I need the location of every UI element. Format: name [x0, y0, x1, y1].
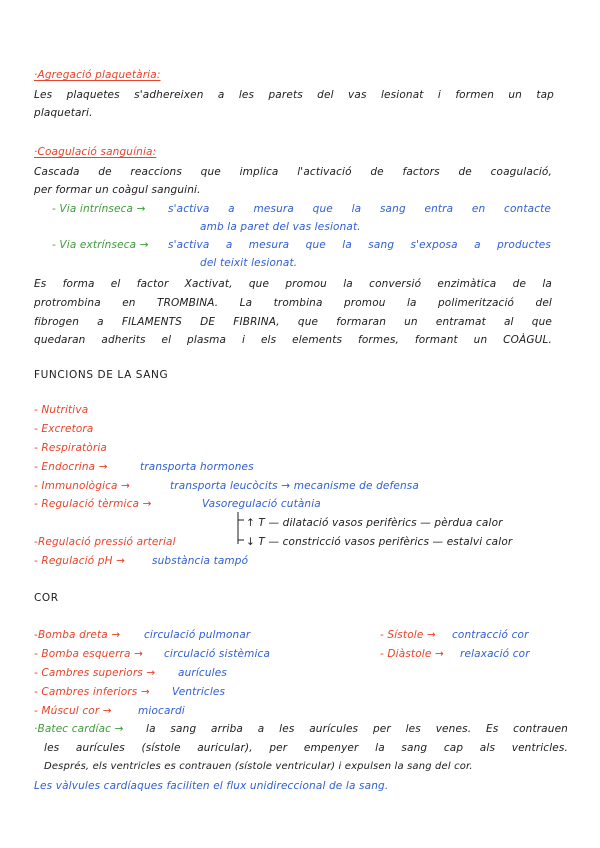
coagulacio-line-2: per formar un coàgul sanguini.	[34, 184, 201, 196]
coagulacio-line-1: Cascada de reaccions que implica l'activació de factors de coagulació,	[34, 166, 552, 178]
funcio-excretora: - Excretora	[34, 423, 94, 435]
funcio-endocrina-detail: transporta hormones	[140, 461, 254, 473]
cor-batec-line-2: les aurícules (sístole auricular), per empenyer la sang cap als ventricles.	[44, 742, 568, 754]
agregacio-title: ·Agregació plaquetària:	[34, 69, 161, 81]
funcio-respiratoria: - Respiratòria	[34, 442, 107, 454]
funcio-nutritiva: - Nutritiva	[34, 404, 89, 416]
via-extrinseca-line-1: s'activa a mesura que la sang s'exposa a productes	[168, 239, 551, 251]
cor-batec-line-1: la sang arriba a les aurícules per les venes. Es contrauen	[146, 723, 568, 735]
thermo-up: ↑ T — dilatació vasos perifèrics — pèrdua calor	[246, 517, 503, 529]
coagulacio-summary-1: Es forma el factor Xactivat, que promou la conversió enzimàtica de la	[34, 278, 552, 290]
cor-sistole-detail: contracció cor	[452, 629, 529, 641]
via-extrinseca-label: - Via extrínseca →	[52, 239, 149, 251]
cor-cambres-inferiors: - Cambres inferiors →	[34, 686, 150, 698]
agregacio-line-1: Les plaquetes s'adhereixen a les parets del vas lesionat i formen un tap	[34, 89, 554, 101]
funcio-immunologica: - Immunològica →	[34, 480, 131, 492]
cor-cambres-superiors-detail: aurícules	[178, 667, 227, 679]
coagulacio-summary-2: protrombina en TROMBINA. La trombina promou la polimerització del	[34, 297, 552, 309]
cor-cambres-inferiors-detail: Ventricles	[172, 686, 226, 698]
coagulacio-summary-3: fibrogen a FILAMENTS DE FIBRINA, que formaran un entramat al que	[34, 316, 552, 328]
cor-sistole: - Sístole →	[380, 629, 436, 641]
cor-batec-line-3: Després, els ventricles es contrauen (sístole ventricular) i expulsen la sang del cor.	[44, 761, 473, 772]
via-intrinseca-line-2: amb la paret del vas lesionat.	[200, 221, 361, 233]
cor-bomba-dreta-detail: circulació pulmonar	[144, 629, 251, 641]
agregacio-line-2: plaquetari.	[34, 107, 93, 119]
via-extrinseca-line-2: del teixit lesionat.	[200, 257, 298, 269]
thermo-down: ↓ T — constricció vasos perifèrics — estalvi calor	[246, 536, 513, 548]
cor-diastole-detail: relaxació cor	[460, 648, 530, 660]
cor-bomba-esquerra: - Bomba esquerra →	[34, 648, 144, 660]
via-intrinseca-line-1: s'activa a mesura que la sang entra en contacte	[168, 203, 551, 215]
cor-valvules: Les vàlvules cardíaques faciliten el flux unidireccional de la sang.	[34, 780, 389, 792]
coagulacio-title: ·Coagulació sanguínia:	[34, 146, 157, 158]
funcio-ph-detail: substància tampó	[152, 555, 249, 567]
cor-cambres-superiors: - Cambres superiors →	[34, 667, 156, 679]
funcio-immunologica-detail: transporta leucòcits → mecanisme de defensa	[170, 480, 419, 492]
funcions-heading: FUNCIONS DE LA SANG	[34, 369, 169, 381]
cor-diastole: - Diàstole →	[380, 648, 444, 660]
cor-muscul-detail: miocardi	[138, 705, 185, 717]
cor-batec-label: ·Batec cardíac →	[34, 723, 124, 735]
funcio-termica: - Regulació tèrmica →	[34, 498, 152, 510]
via-intrinseca-label: - Via intrínseca →	[52, 203, 146, 215]
cor-heading: COR	[34, 592, 59, 604]
funcio-endocrina: - Endocrina →	[34, 461, 108, 473]
thermo-bracket	[232, 510, 246, 548]
funcio-ph: - Regulació pH →	[34, 555, 126, 567]
cor-bomba-esquerra-detail: circulació sistèmica	[164, 648, 271, 660]
cor-bomba-dreta: -Bomba dreta →	[34, 629, 121, 641]
funcio-termica-detail: Vasoregulació cutània	[202, 498, 321, 510]
cor-muscul: - Múscul cor →	[34, 705, 112, 717]
coagulacio-summary-4: quedaran adherits el plasma i els elements formes, formant un COÀGUL.	[34, 334, 552, 346]
funcio-pressio: -Regulació pressió arterial	[34, 536, 176, 548]
